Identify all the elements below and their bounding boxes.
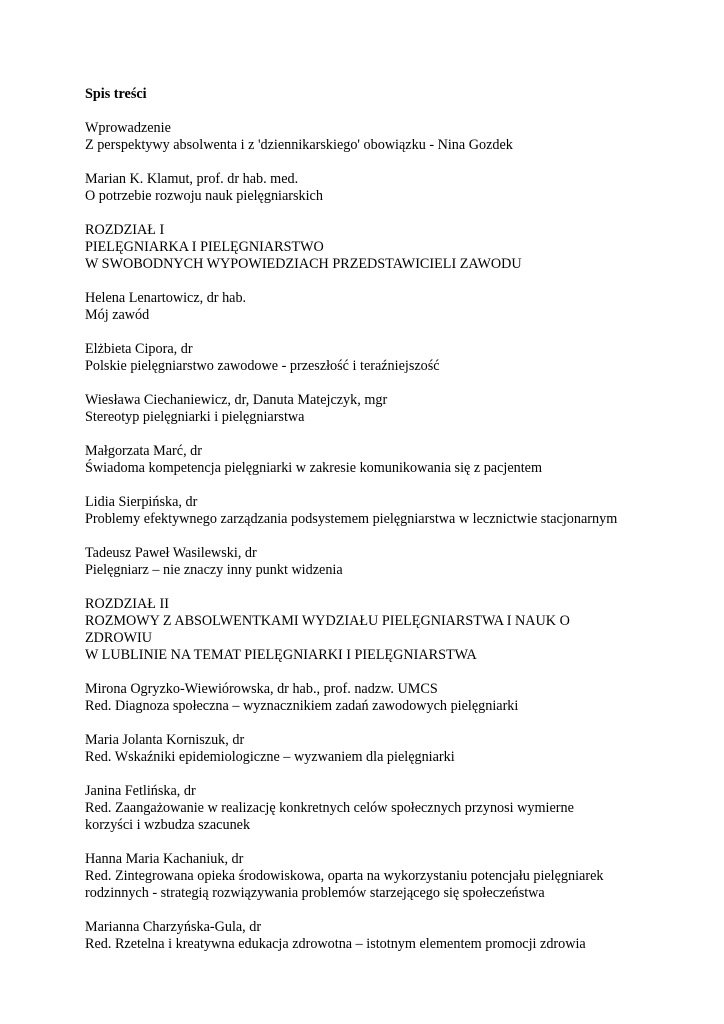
toc-entry-line: Polskie pielęgniarstwo zawodowe - przeszłość i teraźniejszość <box>85 358 440 374</box>
toc-entry-line: rodzinnych - strategią rozwiązywania problemów starzejącego się społeczeństwa <box>85 885 545 901</box>
toc-entry-line: korzyści i wzbudza szacunek <box>85 817 251 833</box>
toc-entry <box>85 732 705 766</box>
toc-entry-line: W LUBLINIE NA TEMAT PIELĘGNIARKI I PIELĘGNIARSTWA <box>85 647 477 663</box>
toc-entry-line: Wiesława Ciechaniewicz, dr, Danuta Matejczyk, mgr <box>85 392 388 408</box>
toc-entry <box>85 851 705 902</box>
toc-entry-line: Małgorzata Marć, dr <box>85 443 202 459</box>
toc-entry-line: Elżbieta Cipora, dr <box>85 341 193 357</box>
toc-entry-line: Red. Rzetelna i kreatywna edukacja zdrowotna – istotnym elementem promocji zdrowia <box>85 936 586 952</box>
toc-entry <box>85 443 705 477</box>
toc-entry-line: ZDROWIU <box>85 630 152 646</box>
toc-entry-line: Świadoma kompetencja pielęgniarki w zakresie komunikowania się z pacjentem <box>85 460 542 476</box>
toc-entry <box>85 222 705 273</box>
toc-entry-line: Mój zawód <box>85 307 150 323</box>
toc-entry-line: Red. Zaangażowanie w realizację konkretnych celów społecznych przynosi wymierne <box>85 800 574 816</box>
toc-list <box>85 120 705 953</box>
toc-entry-line: ROZMOWY Z ABSOLWENTKAMI WYDZIAŁU PIELĘGNIARSTWA I NAUK O <box>85 613 570 629</box>
toc-entry-line: Z perspektywy absolwenta i z 'dziennikarskiego' obowiązku - Nina Gozdek <box>85 137 513 153</box>
toc-entry-line: Helena Lenartowicz, dr hab. <box>85 290 247 306</box>
toc-entry <box>85 494 705 528</box>
toc-entry-line: Marianna Charzyńska-Gula, dr <box>85 919 262 935</box>
toc-entry-line: Mirona Ogryzko-Wiewiórowska, dr hab., prof. nadzw. UMCS <box>85 681 438 697</box>
toc-entry-line: Red. Zintegrowana opieka środowiskowa, oparta na wykorzystaniu potencjału pielęgniarek <box>85 868 604 884</box>
toc-entry-line: Problemy efektywnego zarządzania podsystemem pielęgniarstwa w lecznictwie stacjonarnym <box>85 511 618 527</box>
toc-entry-line: Maria Jolanta Korniszuk, dr <box>85 732 245 748</box>
toc-entry <box>85 681 705 715</box>
document-page <box>85 86 705 970</box>
toc-entry-line: Janina Fetlińska, dr <box>85 783 196 799</box>
toc-entry <box>85 596 705 664</box>
toc-entry-line: Marian K. Klamut, prof. dr hab. med. <box>85 171 299 187</box>
toc-entry-line: Lidia Sierpińska, dr <box>85 494 198 510</box>
toc-entry <box>85 120 705 154</box>
toc-entry <box>85 392 705 426</box>
toc-entry-line: Pielęgniarz – nie znaczy inny punkt widzenia <box>85 562 343 578</box>
toc-entry <box>85 545 705 579</box>
toc-entry-line: Red. Wskaźniki epidemiologiczne – wyzwaniem dla pielęgniarki <box>85 749 455 765</box>
toc-entry-line: ROZDZIAŁ I <box>85 222 165 238</box>
toc-entry-line: O potrzebie rozwoju nauk pielęgniarskich <box>85 188 323 204</box>
toc-entry <box>85 341 705 375</box>
toc-entry-line: Stereotyp pielęgniarki i pielęgniarstwa <box>85 409 305 425</box>
toc-entry <box>85 783 705 834</box>
toc-title: Spis treści <box>85 86 147 102</box>
toc-entry-line: W SWOBODNYCH WYPOWIEDZIACH PRZEDSTAWICIELI ZAWODU <box>85 256 522 272</box>
toc-entry-line: Tadeusz Paweł Wasilewski, dr <box>85 545 257 561</box>
toc-entry <box>85 171 705 205</box>
toc-entry-line: PIELĘGNIARKA I PIELĘGNIARSTWO <box>85 239 324 255</box>
toc-entry-line: ROZDZIAŁ II <box>85 596 169 612</box>
toc-entry <box>85 919 705 953</box>
toc-entry <box>85 290 705 324</box>
toc-entry-line: Wprowadzenie <box>85 120 171 136</box>
toc-entry-line: Red. Diagnoza społeczna – wyznacznikiem zadań zawodowych pielęgniarki <box>85 698 519 714</box>
toc-entry-line: Hanna Maria Kachaniuk, dr <box>85 851 244 867</box>
